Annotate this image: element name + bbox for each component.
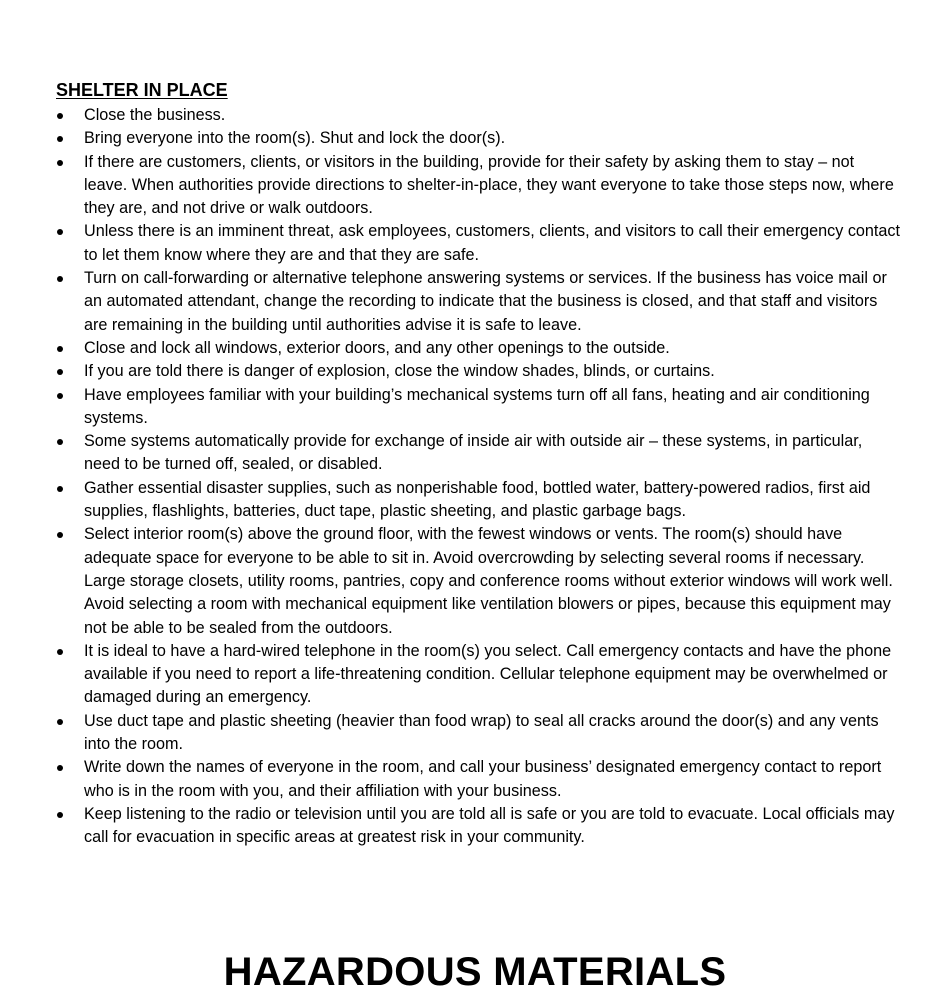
bullet-icon — [57, 649, 63, 655]
bullet-icon — [57, 812, 63, 818]
list-item — [56, 267, 901, 337]
list-item — [56, 151, 901, 221]
bullet-icon — [57, 276, 63, 282]
list-item-text: Close and lock all windows, exterior doors, and any other openings to the outside. — [84, 338, 670, 357]
list-item — [56, 803, 901, 850]
bullet-icon — [57, 439, 63, 445]
list-item — [56, 430, 901, 477]
next-section-title: HAZARDOUS MATERIALS — [223, 950, 727, 994]
bullet-icon — [57, 532, 63, 538]
list-item-text: Unless there is an imminent threat, ask employees, customers, clients, and visitors to call their emergency contact to let them know where they are and that they are safe. — [84, 222, 901, 264]
bullet-icon — [57, 369, 63, 375]
bullet-icon — [57, 393, 63, 399]
list-item-text: Use duct tape and plastic sheeting (heavier than food wrap) to seal all cracks around the door(s) and any vents into the room. — [84, 711, 879, 754]
list-item — [56, 640, 901, 710]
list-item-text: Turn on call-forwarding or alternative telephone answering systems or services. If the business has voice mail or an automated attendant, change the recording to indicate that the business is closed, and that staff and visitors are remaining in the building until authorities advise it is safe to leave. — [84, 269, 887, 334]
bullet-icon — [57, 719, 63, 725]
bullet-icon — [57, 113, 63, 119]
list-item-text: If there are customers, clients, or visitors in the building, provide for their safety by asking them to stay – not leave. When authorities provide directions to shelter-in-place, they want everyone to take those steps now, where they are, and not drive or walk outdoors. — [84, 152, 894, 218]
list-item — [56, 220, 901, 267]
list-item-text: Keep listening to the radio or television until you are told all is safe or you are told to evacuate. Local officials may call for evacuation in specific areas at greatest risk in your community. — [84, 804, 895, 847]
bullet-list — [56, 104, 901, 850]
list-item — [56, 127, 901, 150]
list-item — [56, 756, 901, 803]
list-item-text: Some systems automatically provide for exchange of inside air with outside air – these systems, in particular, need to be turned off, sealed, or disabled. — [84, 432, 863, 474]
bullet-icon — [57, 136, 63, 142]
list-item — [56, 104, 901, 127]
list-item — [56, 360, 901, 383]
list-item — [56, 477, 901, 524]
list-item-text: Bring everyone into the room(s). Shut and lock the door(s). — [84, 129, 506, 148]
list-item — [56, 523, 901, 639]
list-item — [56, 337, 901, 360]
list-item-text: If you are told there is danger of explosion, close the window shades, blinds, or curtains. — [84, 362, 715, 381]
list-item-text: Select interior room(s) above the ground floor, with the fewest windows or vents. The room(s) should have adequate space for everyone to be able to sit in. Avoid overcrowding by selecting several rooms if necessary. Large storage closets, utility rooms, pantries, copy and conference rooms without exterior windows will work well. Avoid selecting a room with mechanical equipment like ventilation blowers or pipes, because this equipment may not be able to be sealed from the outdoors. — [84, 525, 893, 637]
list-item-text: It is ideal to have a hard-wired telephone in the room(s) you select. Call emergency contacts and have the phone available if you need to report a life-threatening condition. Cellular telephone equipment may be overwhelmed or damaged during an emergency. — [84, 641, 892, 707]
bullet-icon — [57, 486, 63, 492]
bullet-icon — [57, 229, 63, 235]
section-heading: SHELTER IN PLACE — [56, 80, 228, 100]
list-item — [56, 384, 901, 431]
bullet-icon — [57, 765, 63, 771]
bullet-icon — [57, 160, 63, 166]
list-item — [56, 710, 901, 757]
list-item-text: Have employees familiar with your building’s mechanical systems turn off all fans, heating and air conditioning systems. — [84, 385, 870, 427]
bullet-icon — [57, 346, 63, 352]
list-item-text: Close the business. — [84, 106, 226, 124]
list-item-text: Gather essential disaster supplies, such as nonperishable food, bottled water, battery-powered radios, first aid supplies, flashlights, batteries, duct tape, plastic sheeting, and plastic garbage bags. — [84, 478, 871, 521]
list-item-text: Write down the names of everyone in the room, and call your business’ designated emergency contact to report who is in the room with you, and their affiliation with your business. — [84, 758, 882, 800]
